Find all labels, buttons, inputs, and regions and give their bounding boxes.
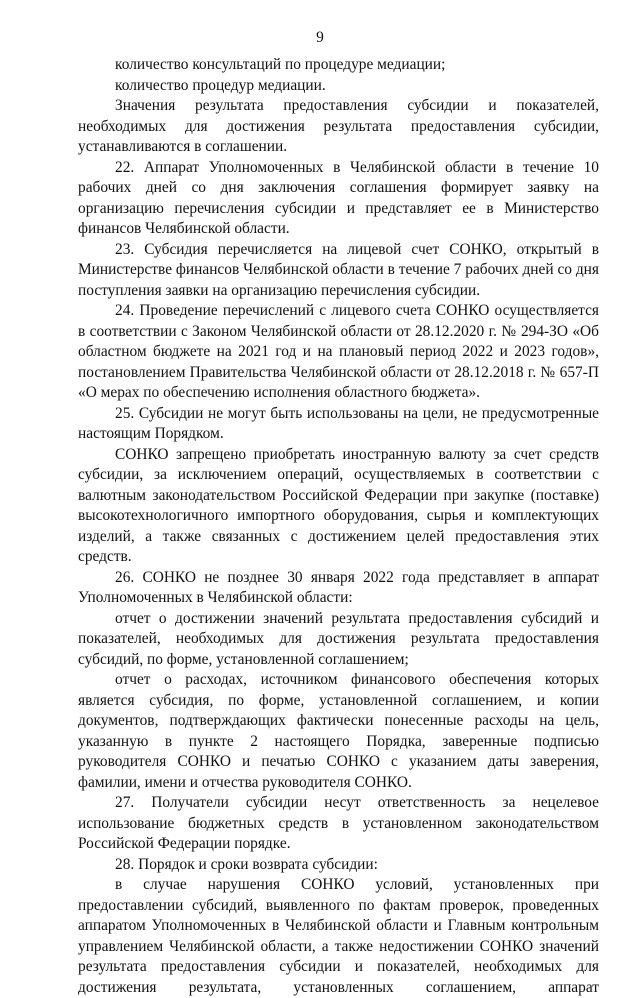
document-body xyxy=(78,55,599,998)
paragraph: 26. СОНКО не позднее 30 января 2022 года представляет в аппарат Уполномоченных в Челябинской области: xyxy=(78,568,599,606)
paragraph: 28. Порядок и сроки возврата субсидии: xyxy=(115,855,378,873)
paragraph: СОНКО запрещено приобретать иностранную валюту за счет средств субсидии, за исключением операций, осуществляемых в соответствии с валютным законодательством Российской Федерации при закупке (поставке) высокотехнологичного импортного оборудования, сырья и комплектующих изделий, а также связанных с достижением целей предоставления этих средств. xyxy=(78,445,599,565)
paragraph: 25. Субсидии не могут быть использованы на цели, не предусмотренные настоящим Порядком. xyxy=(78,404,599,442)
paragraph: 24. Проведение перечислений с лицевого счета СОНКО осуществляется в соответствии с Законом Челябинской области от 28.12.2020 г. № 294-ЗО «Об областном бюджете на 2021 год и на плановый период 2022 и 2023 годов», постановлением Правительства Челябинской области от 28.12.2018 г. № 657-П «О мерах по обеспечению исполнения областного бюджета». xyxy=(78,302,599,401)
paragraph: 23. Субсидия перечисляется на лицевой счет СОНКО, открытый в Министерстве финансов Челябинской области в течение 7 рабочих дней со дня поступления заявки на организацию перечисления субсидии. xyxy=(78,240,599,299)
paragraph: количество консультаций по процедуре медиации; xyxy=(115,56,446,73)
paragraph: отчет о расходах, источником финансового обеспечения которых является субсидия, по форме, установленной соглашением, и копии документов, подтверждающих фактически понесенные расходы на цель, указанную в пункте 2 настоящего Порядка, заверенные подписью руководителя СОНКО и печатью СОНКО с указанием даты заверения, фамилии, имени и отчества руководителя СОНКО. xyxy=(78,671,599,791)
last-paragraph: в случае нарушения СОНКО условий, установленных при предоставлении субсидий, выявленного по фактам проверок, проведенных аппаратом Уполномоченных в Челябинской области и Главным контрольным управлением Челябинской области, а также недостижении СОНКО значений результата предоставления субсидии и показателей, необходимых для достижения результата, установленных соглашением, аппарат xyxy=(78,876,599,996)
paragraph: отчет о достижении значений результата предоставления субсидий и показателей, необходимых для достижения результата предоставления субсидий, по форме, установленной соглашением; xyxy=(78,609,599,668)
paragraph: 27. Получатели субсидии несут ответственность за нецелевое использование бюджетных средств в установленном законодательством Российской Федерации порядке. xyxy=(78,794,599,852)
paragraph: 22. Аппарат Уполномоченных в Челябинской области в течение 10 рабочих дней со дня заключения соглашения формирует заявку на организацию перечисления субсидии и представляет ее в Министерство финансов Челябинской области. xyxy=(78,158,599,237)
page-number: 9 xyxy=(316,29,324,46)
paragraph: Значения результата предоставления субсидии и показателей, необходимых для достижения результата предоставления субсидии, устанавливаются в соглашении. xyxy=(78,97,599,155)
paragraph: количество процедур медиации. xyxy=(115,76,326,94)
